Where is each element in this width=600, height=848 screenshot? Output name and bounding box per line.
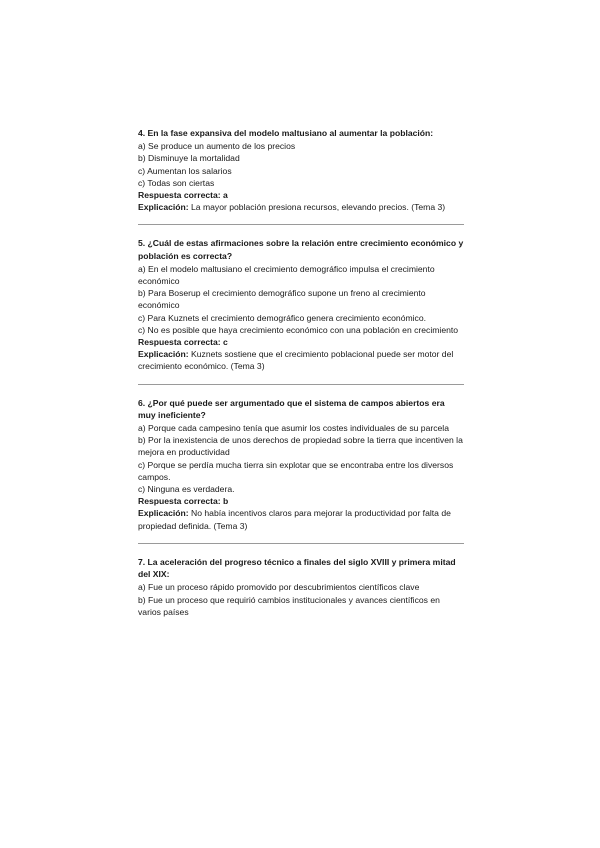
option-c-second: c) Todas son ciertas bbox=[138, 177, 215, 188]
correct-answer: Respuesta correcta: b bbox=[138, 496, 229, 507]
question-title: 4. En la fase expansiva del modelo maltusiano al aumentar la población: bbox=[138, 128, 434, 138]
explanation-text: La mayor población presiona recursos, elevando precios. (Tema 3) bbox=[188, 202, 446, 213]
option-c-second: c) No es posible que haya crecimiento económico con una población en crecimiento bbox=[138, 324, 459, 335]
question-title: 6. ¿Por qué puede ser argumentado que el sistema de campos abiertos era muy ineficiente? bbox=[138, 397, 445, 420]
option-a: a) Porque cada campesino tenía que asumir los costes individuales de su parcela bbox=[138, 423, 449, 434]
explanation-label: Explicación: bbox=[138, 349, 189, 360]
question-title: 7. La aceleración del progreso técnico a finales del siglo XVIII y primera mitad del XIX: bbox=[138, 556, 456, 580]
explanation-text: No había incentivos claros para mejorar la productividad por falta de propiedad definida. (Tema 3) bbox=[138, 508, 451, 531]
question-5 bbox=[138, 237, 464, 372]
question-4 bbox=[138, 127, 464, 213]
explanation-label: Explicación: bbox=[138, 508, 189, 519]
correct-answer: Respuesta correcta: c bbox=[138, 337, 228, 348]
explanation bbox=[138, 348, 464, 372]
question-7 bbox=[138, 556, 464, 618]
question-title: 5. ¿Cuál de estas afirmaciones sobre la relación entre crecimiento económico y población es correcta? bbox=[138, 238, 464, 261]
option-c: c) Porque se perdía mucha tierra sin explotar que se encontraba entre los diversos campos. bbox=[138, 459, 454, 482]
divider bbox=[138, 543, 464, 544]
option-c: c) Para Kuznets el crecimiento demográfico genera crecimiento económico. bbox=[138, 312, 427, 323]
option-b: b) Disminuye la mortalidad bbox=[138, 153, 240, 164]
option-b: b) Para Boserup el crecimiento demográfico supone un freno al crecimiento económico bbox=[138, 288, 426, 311]
explanation-text: Kuznets sostiene que el crecimiento poblacional puede ser motor del crecimiento económico. (Tema 3) bbox=[138, 349, 454, 372]
divider bbox=[138, 224, 464, 225]
divider bbox=[138, 384, 464, 385]
option-a: a) Fue un proceso rápido promovido por descubrimientos científicos clave bbox=[138, 582, 420, 593]
explanation bbox=[138, 507, 464, 531]
document-page bbox=[138, 127, 464, 618]
option-a: a) Se produce un aumento de los precios bbox=[138, 141, 296, 152]
option-a: a) En el modelo maltusiano el crecimiento demográfico impulsa el crecimiento económico bbox=[138, 263, 435, 287]
option-c-second: c) Ninguna es verdadera. bbox=[138, 484, 235, 495]
option-c: c) Aumentan los salarios bbox=[138, 165, 232, 176]
option-b: b) Por la inexistencia de unos derechos de propiedad sobre la tierra que incentiven la mejora en productividad bbox=[138, 435, 463, 458]
option-b: b) Fue un proceso que requirió cambios institucionales y avances científicos en varios países bbox=[138, 594, 440, 617]
explanation bbox=[138, 201, 464, 213]
explanation-label: Explicación: bbox=[138, 202, 189, 213]
correct-answer: Respuesta correcta: a bbox=[138, 190, 228, 201]
question-6 bbox=[138, 397, 464, 532]
